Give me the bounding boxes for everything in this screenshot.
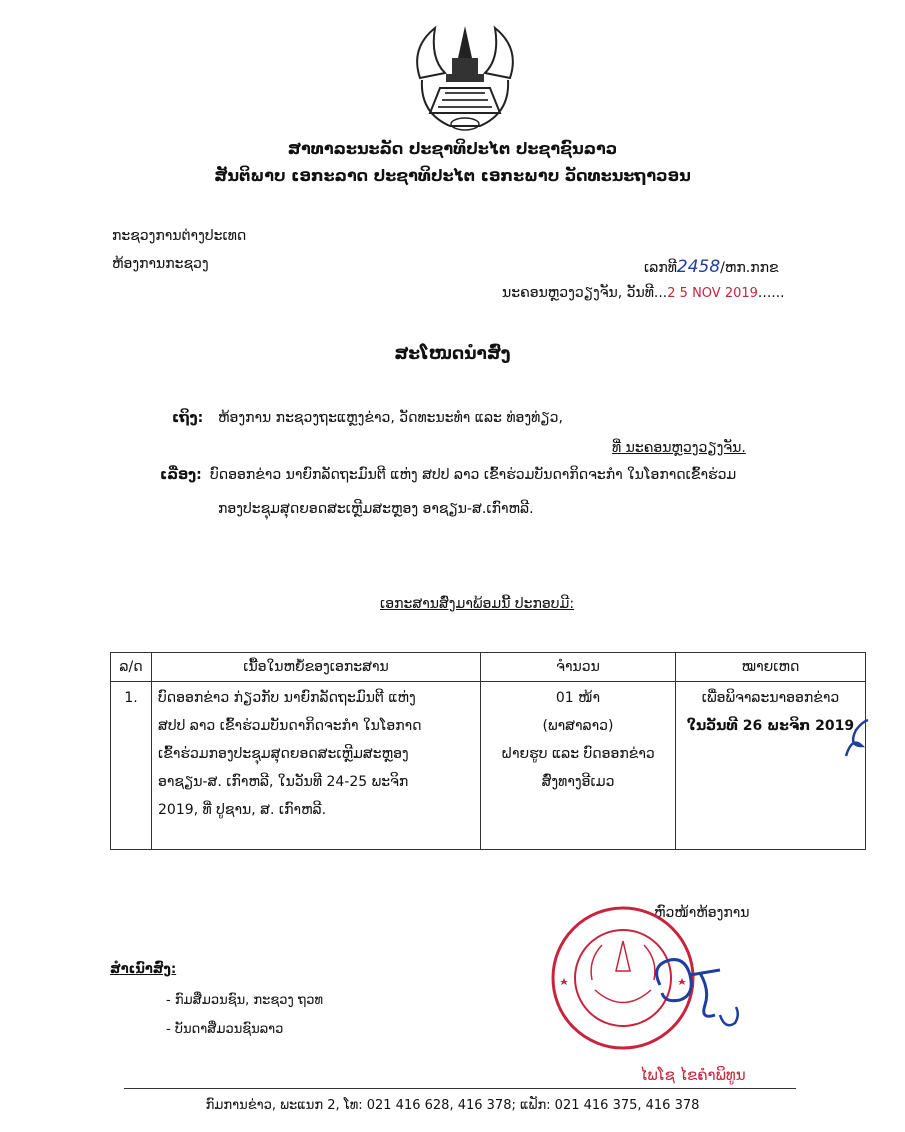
- recipient-label: ເຖິງ:: [172, 410, 204, 426]
- attachments-heading: ເອກະສານສົ່ງມາພ້ອມນີ້ ປະກອບມີ:: [380, 596, 575, 612]
- content-line: ອາຊຽນ-ສ. ເກົາຫລີ, ໃນວັນທີ 24-25 ພະຈິກ: [158, 774, 409, 790]
- header-remark: ໝາຍເຫດ: [676, 653, 866, 682]
- table-header-row: [111, 653, 866, 682]
- remark-line-2: ໃນວັນທີ 26 ພະຈິກ 2019: [686, 718, 855, 734]
- quantity-line: 01 ໜ້າ: [555, 690, 601, 706]
- distribution-item: - ບັນດາສື່ມວນຊົນລາວ: [166, 1022, 284, 1037]
- recipient-location: ທີ່ ນະຄອນຫຼວງວຽງຈັນ.: [612, 440, 746, 456]
- subject-label: ເລື່ອງ:: [160, 467, 202, 483]
- sender-office: ຫ້ອງການກະຊວງ: [112, 256, 209, 272]
- republic-header: ສາທາລະນະລັດ ປະຊາທິປະໄຕ ປະຊາຊົນລາວ: [287, 139, 618, 158]
- cell-no: 1.: [111, 682, 152, 850]
- sender-ministry: ກະຊວງການຕ່າງປະເທດ: [112, 228, 247, 244]
- table-row: [111, 682, 866, 850]
- reference-handwritten-number: 2458: [676, 257, 721, 277]
- subject-line-1: ບົດອອກຂ່າວ ນາຍົກລັດຖະມົນຕີ ແຫ່ງ ສປປ ລາວ ເຂົ້າຮ່ວມບັນດາກິດຈະກຳ ໃນໂອກາດເຂົ້າຮ່ວມ: [210, 467, 737, 483]
- footer-contact: ກົມການຂ່າວ, ພະແນກ 2, ໂທ: 021 416 628, 416 378; ແຟັກ: 021 416 375, 416 378: [205, 1098, 700, 1113]
- header-quantity: ຈຳນວນ: [481, 653, 676, 682]
- national-motto: ສັນຕິພາບ ເອກະລາດ ປະຊາທິປະໄຕ ເອກະພາບ ວັດທະນະຖາວອນ: [214, 166, 691, 185]
- cell-content: [152, 682, 481, 850]
- document-title: ສະໂໜດນຳສົ່ງ: [394, 344, 511, 364]
- content-line: ສປປ ລາວ ເຂົ້າຮ່ວມບັນດາກິດຈະກຳ ໃນໂອກາດ: [158, 718, 422, 734]
- dateline-stamped-date: 2 5 NOV 2019: [667, 286, 758, 301]
- reference-suffix: /ຫກ.ກກຂ: [720, 260, 779, 276]
- remark-line-1: ເພື່ອພິຈາລະນາອອກຂ່າວ: [701, 690, 840, 706]
- national-emblem-icon: [400, 18, 530, 136]
- dateline-prefix: ນະຄອນຫຼວງວຽງຈັນ, ວັນທີ...: [502, 285, 668, 301]
- dateline-suffix: ......: [757, 285, 785, 301]
- quantity-line: (ພາສາລາວ): [542, 718, 614, 734]
- dateline: [502, 285, 785, 301]
- handwritten-signature-icon: [640, 945, 750, 1035]
- reference-number: [644, 257, 779, 277]
- distribution-label: ສຳເນົາສົ່ງ:: [110, 962, 177, 977]
- cell-quantity: [481, 682, 676, 850]
- quantity-line: ຝາຍຮູບ ແລະ ບົດອອກຂ່າວ: [501, 746, 655, 762]
- content-line: ເຂົ້າຮ່ວມກອງປະຊຸມສຸດຍອດສະເຫຼີມສະຫຼອງ: [158, 746, 409, 762]
- footer-divider: [124, 1088, 796, 1089]
- signer-position: ຫົວໜ້າຫ້ອງການ: [654, 905, 750, 921]
- content-line: ບົດອອກຂ່າວ ກ່ຽວກັບ ນາຍົກລັດຖະມົນຕີ ແຫ່ງ: [158, 690, 416, 706]
- attachments-table: [110, 652, 866, 850]
- recipient-text: ຫ້ອງການ ກະຊວງຖະແຫຼງຂ່າວ, ວັດທະນະທຳ ແລະ ທ່ອງທ່ຽວ,: [218, 410, 563, 426]
- subject-line-2: ກອງປະຊຸມສຸດຍອດສະເຫຼີມສະຫຼອງ ອາຊຽນ-ສ.ເກົາຫລີ.: [218, 501, 534, 517]
- header-no: ລ/ດ: [111, 653, 152, 682]
- quantity-line: ສົ່ງທາງອີເມວ: [541, 774, 615, 790]
- signer-name: ໄພໂຊ ໄຂຄຳພິທູນ: [640, 1066, 746, 1084]
- header-content: ເນື້ອໃນຫຍໍ້ຂອງເອກະສານ: [152, 653, 481, 682]
- cell-remark: [676, 682, 866, 850]
- reference-prefix: ເລກທີ: [644, 260, 677, 276]
- content-line: 2019, ທີ່ ປູຊານ, ສ. ເກົາຫລີ.: [158, 802, 327, 818]
- handwritten-check-mark-icon: [842, 716, 872, 762]
- distribution-item: - ກົມສື່ມວນຊົນ, ກະຊວງ ຖວທ: [166, 993, 323, 1008]
